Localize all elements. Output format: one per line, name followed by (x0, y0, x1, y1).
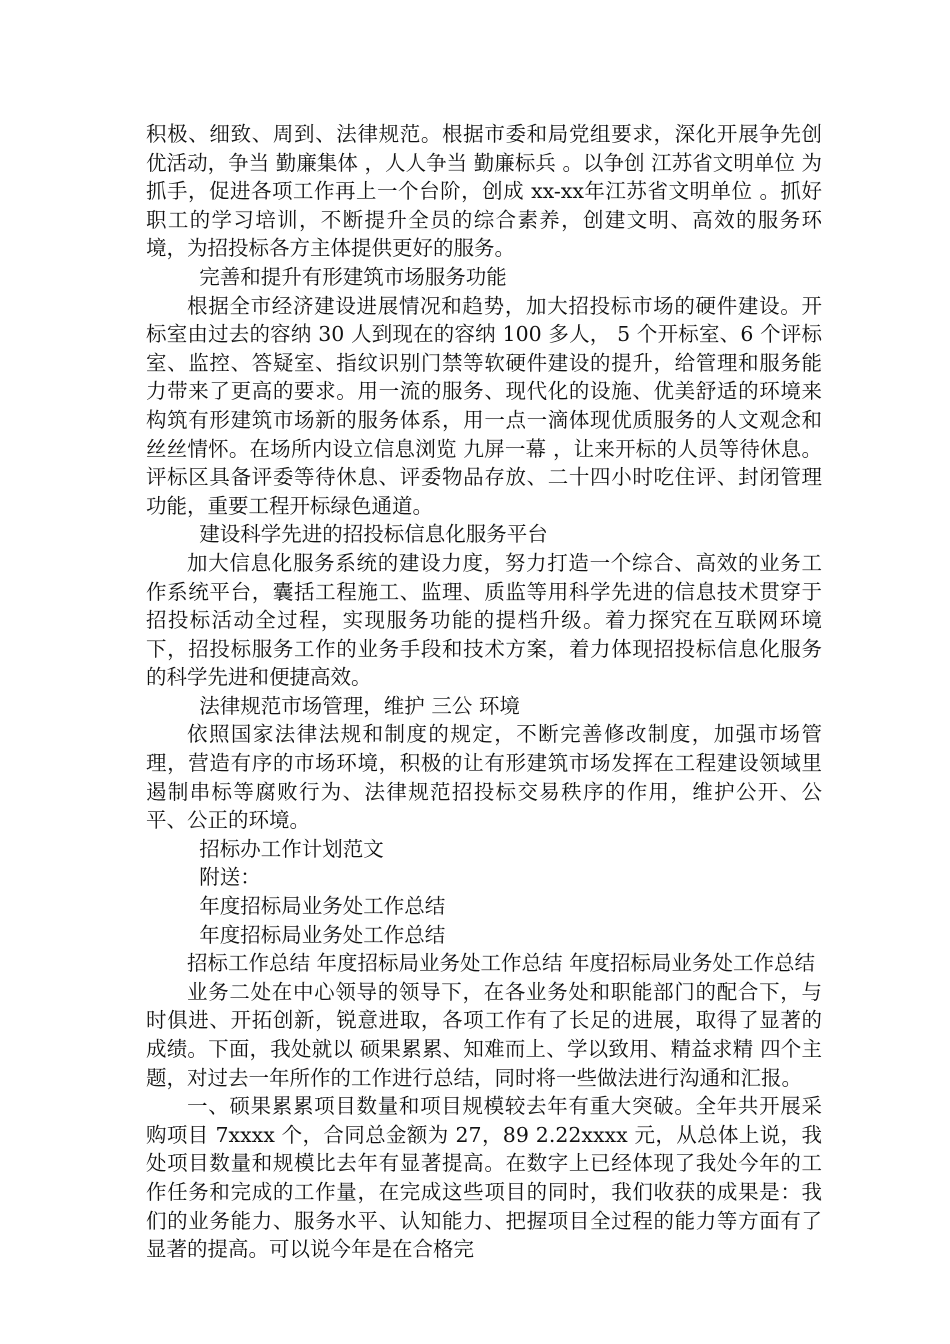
paragraph-intro-continued: 积极、细致、周到、法律规范。根据市委和局党组要求，深化开展争先创优活动，争当 勤廉集体 ，人人争当 勤廉标兵 。以争创 江苏省文明单位 为抓手，促进各项工作再上一个台阶，创成 xx-xx年江苏省文明单位 。抓好职工的学习培训，不断提升全员的综合素养，创建文明、高效的服务环境，为招投标各方主体提供更好的服务。 (146, 122, 822, 261)
paragraph-legal-regulation: 依照国家法律法规和制度的规定，不断完善修改制度，加强市场管理，营造有序的市场环境，积极的让有形建筑市场发挥在工程建设领域里遏制串标等腐败行为、法律规范招投标交易秩序的作用，维护公开、公平、公正的环境。 (146, 722, 822, 833)
section-heading-market-service: 完善和提升有形建筑市场服务功能 (199, 264, 507, 289)
document-page (146, 120, 822, 1264)
paragraph-keywords: 招标工作总结 年度招标局业务处工作总结 年度招标局业务处工作总结 (187, 951, 816, 976)
appendix-label: 附送： (199, 865, 261, 890)
paragraph-information-system: 加大信息化服务系统的建设力度，努力打造一个综合、高效的业务工作系统平台，囊括工程施工、监理、质监等用科学先进的信息技术贯穿于招投标活动全过程，实现服务功能的提档升级。着力探究在互联网环境下，招投标服务工作的业务手段和技术方案，着力体现招投标信息化服务的科学先进和便捷高效。 (146, 550, 822, 690)
appendix-title: 年度招标局业务处工作总结 (199, 894, 446, 919)
paragraph-hardware-construction: 根据全市经济建设进展情况和趋势，加大招投标市场的硬件建设。开标室由过去的容纳 30 人到现在的容纳 100 多人， 5 个开标室、6 个评标室、监控、答疑室、指纹识别门禁等软硬件建设的提升，给管理和服务能力带来了更高的要求。用一流的服务、现代化的设施、优美舒适的环境来构筑有形建筑市场新的服务体系，用一点一滴体现优质服务的人文观念和丝丝情怀。在场所内设立信息浏览 九屏一幕 ，让来开标的人员等待休息。评标区具备评委等待休息、评委物品存放、二十四小时吃住评、封闭管理功能，重要工程开标绿色通道。 (146, 293, 822, 518)
section-heading-information-platform: 建设科学先进的招投标信息化服务平台 (199, 522, 548, 547)
section-heading-market-management: 法律规范市场管理，维护 三公 环境 (199, 693, 520, 718)
appendix-title-repeat: 年度招标局业务处工作总结 (199, 922, 446, 947)
paragraph-summary-intro: 业务二处在中心领导的领导下，在各业务处和职能部门的配合下，与时俱进、开拓创新，锐意进取，各项工作有了长足的进展，取得了显著的成绩。下面，我处就以 硕果累累、知难而上、学以致用、精益求精 四个主题，对过去一年所作的工作进行总结，同时将一些做法进行沟通和汇报。 (146, 979, 822, 1090)
document-title-work-plan: 招标办工作计划范文 (199, 836, 384, 861)
paragraph-section-one: 一、硕果累累项目数量和项目规模较去年有重大突破。全年共开展采购项目 7xxxx 个，合同总金额为 27，89 2.22xxxx 元，从总体上说，我处项目数量和规模比去年有显著提高。在数字上已经体现了我处今年的工作任务和完成的工作量，在完成这些项目的同时，我们收获的成果是：我们的业务能力、服务水平、认知能力、把握项目全过程的能力等方面有了显著的提高。可以说今年是在合格完 (146, 1094, 822, 1262)
